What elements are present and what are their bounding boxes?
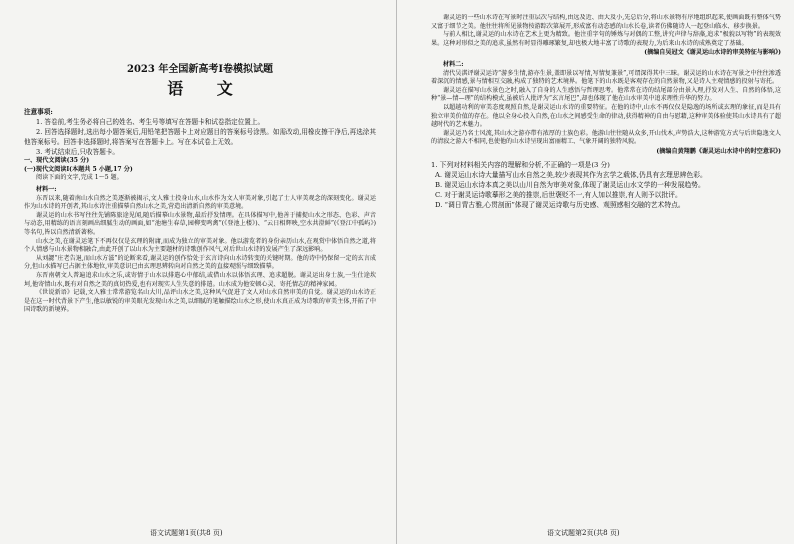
passage-paragraph: 《世说新语》记载,文人雅士常常游览名山大川,品评山水之美,这种风气促进了文人对山水自然审美的自觉。谢灵运的山水诗正是在这一时代背景下产生,他以敏锐的审美眼光发现山水之美,以细腻的笔触描绘山水之形,使山水真正成为诗歌的审美主体,开拓了中国诗歌的新境界。 [24, 289, 376, 314]
passage-paragraph: 清代吴淇评谢灵运诗“游多生情,游亦生景,盖即景以写情,写情复兼景”,可谓深得其中三昧。谢灵运的山水诗在写景之中往往渗透着深沉的情感,景与情相互交融,构成了独特的艺术境界。他笔下的山水既是客观存在的自然景物,又是诗人主观情感的投射与寄托。 [431, 69, 781, 86]
material-label: 材料二: [443, 60, 464, 68]
notes-block [24, 107, 376, 157]
passage-paragraph: 谢灵运的一些山水诗在写景时注重层次与结构,由远及近、由大及小,先总后分,将山水景物有序地组织起来,使画面既有整体气势又富于细节之美。他往往将所见景物按游踪次第展开,形成富有动态感的山水长卷,读者仿佛随诗人一起登山临水、移步换景。 [431, 14, 781, 30]
question-stem: 1. 下列对材料相关内容的理解和分析,不正确的一项是(3 分) [431, 160, 610, 169]
exam-title: 2023 年全国新高考Ⅰ卷模拟试题 [127, 64, 273, 75]
passage-paragraph: 东晋南朝文人普遍追求山水之乐,或寄情于山水以排遣心中郁结,或借山水以体悟玄理、追求超脱。谢灵运出身士族,一生仕途坎坷,他寄情山水,既有对自然之美的真切热爱,也有对现实人生失意的排遣。山水成为他安顿心灵、寄托情志的精神家园。 [24, 271, 376, 288]
note-item: 3. 考试结束后,只收答题卡。 [36, 148, 120, 157]
subject-title: 语 文 [167, 78, 247, 98]
page-1-column [24, 14, 376, 522]
passage-paragraph: 山水之美,在谢灵运笔下不再仅仅是玄理的附庸,而成为独立的审美对象。他以游览者的身份亲历山水,在观赏中体悟自然之道,将个人情感与山水景物相融合,由此开创了以山水为主要题材的诗歌创作风气,对后世山水诗的发展产生了深远影响。 [24, 237, 376, 254]
passage-paragraph: 以超越功利的审美态度观照自然,是谢灵运山水诗的重要特征。在他的诗中,山水不再仅仅是隐逸的场所或玄理的象征,而是具有独立审美价值的存在。他以全身心投入自然,在山水之间感受生命的律动,获得精神的自由与慰藉,这种审美体验使其山水诗具有了超越时代的艺术魅力。 [431, 103, 781, 129]
page-footer: 语文试题第2页(共8 页) [547, 529, 620, 537]
notes-heading: 注意事项: [24, 108, 53, 117]
source-citation: (摘编自吴冠文《谢灵运山水诗的审美特征与影响》) [644, 49, 781, 57]
page-2 [397, 0, 794, 544]
passage-paragraph: 从刘勰“庄老告退,而山水方滋”的论断来看,谢灵运的创作恰处于玄言诗向山水诗转变的关键时期。他的诗中仍保留一定的玄言成分,但山水描写已占据主体地位,审美意识已由玄理思辨转向对自然之美的直接观照与细致描摹。 [24, 254, 376, 271]
note-item: 1. 答卷前,考生务必将自己的姓名、考生号等填写在答题卡和试卷指定位置上。 [36, 118, 265, 127]
subsection-heading: (一)现代文阅读Ⅰ(本题共 5 小题,17 分) [24, 165, 133, 173]
reading-instruction: 阅读下面的文字,完成 1～5 题。 [36, 174, 123, 182]
answer-option: D. “调日胄古雅,心贯剖面”体现了谢灵运诗歌与历史感、观照感相交融的艺术特点。 [435, 200, 685, 209]
page-2-column [431, 14, 781, 522]
source-citation: (摘编自黄翔鹏《谢灵运山水诗中的时空意识》) [656, 147, 781, 155]
answer-option: A. 谢灵运山水诗大量描写山水自然之美,较少表现其作为玄学之载体,仍具有玄理思辨色彩。 [435, 170, 707, 179]
material-label: 材料一: [36, 185, 57, 193]
answer-option: C. 对于谢灵运诗歌摹形之美的推崇,后世褒贬不一,有人加以推崇,有人则予以批评。 [435, 190, 682, 199]
passage-paragraph: 谢灵运的山水书写往往先铺陈旅途见闻,随后描摹山水景物,最后抒发情理。在具体描写中,他善于捕捉山水之形态、色彩、声音与动态,用精练的语言刻画出细腻生动的画面,如“池塘生春草,园柳变鸣禽”(《登池上楼》)、“云日相辉映,空水共澄鲜”(《登江中孤屿》)等名句,皆以自然清新著称。 [24, 211, 376, 236]
page-footer: 语文试题第1页(共8 页) [150, 529, 223, 537]
passage-paragraph: 与前人相比,谢灵运的山水诗在艺术上更为精致。他注重字句的锤炼与对偶的工整,讲究声律与辞藻,追求“极貌以写物”的表现效果。这种对形似之美的追求,虽然有时显得雕琢繁复,却也极大地丰富了诗歌的表现力,为后来山水诗的成熟奠定了基础。 [431, 31, 781, 47]
answer-option: B. 谢灵运山水诗本真之美以山川自然为审美对象,体现了谢灵运山水文学的一种发展趋势。 [435, 180, 705, 189]
passage-paragraph: 谢灵运乃名士风流,其山水之游亦带有浓厚的士族色彩。他游山往往随从众多,开山伐木,声势浩大,这种游览方式与后世隐逸文人的清寂之游大不相同,也使他的山水诗呈现出富丽精工、气象开阔的独特风貌。 [431, 129, 781, 146]
section-heading: 一、现代文阅读(35 分) [24, 157, 90, 165]
note-item: 2. 回答选择题时,选出每小题答案后,用铅笔把答题卡上对应题目的答案标号涂黑。如需改动,用橡皮擦干净后,再选涂其他答案标号。回答非选择题时,将答案写在答题卡上。写在本试卷上无效。 [24, 128, 376, 147]
passage-paragraph: 东晋以来,随着南山水自然之美逐渐被揭示,文人雅士投身山水,山水作为文人审美对象,引起了士人审美观念的深刻变化。谢灵运作为山水诗的开创者,其山水诗注重描摹自然山水之美,营造出清新自然的审美意境。 [24, 194, 376, 211]
question-block [431, 160, 781, 210]
passage-paragraph: 谢灵运在描写山水景色之时,融入了自身的人生感悟与哲理思考。他常常在诗的结尾部分由景入理,抒发对人生、自然的体悟,这种“景—情—理”的结构模式,虽被后人批评为“玄言尾巴”,却也体现了他在山水审美中追求理性升华的努力。 [431, 86, 781, 103]
